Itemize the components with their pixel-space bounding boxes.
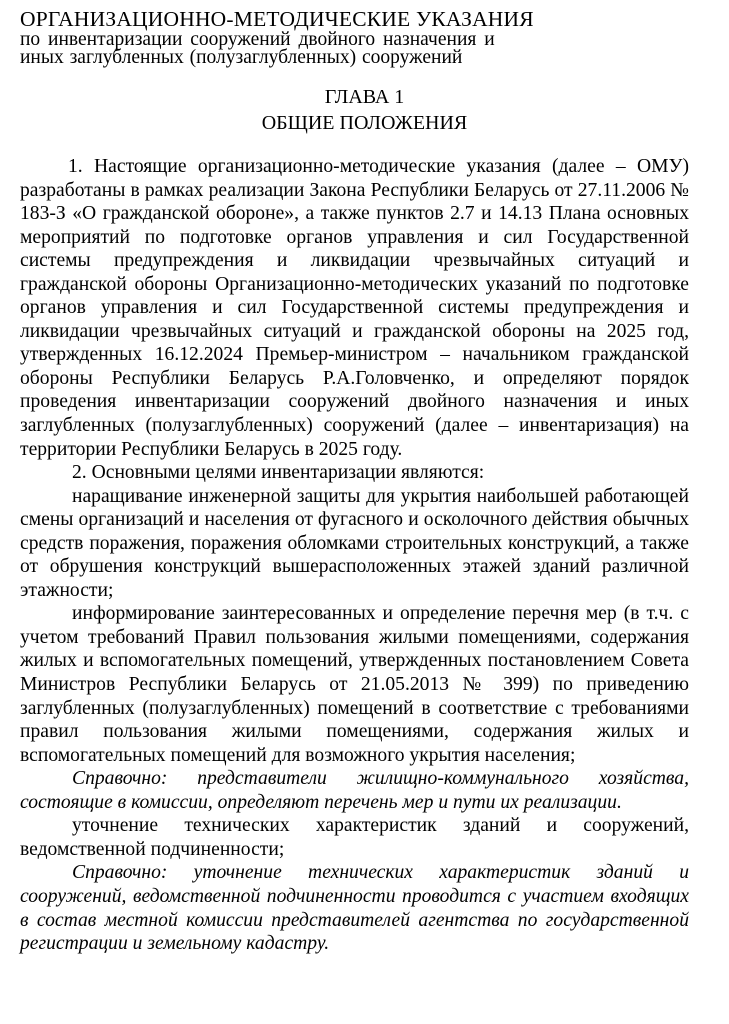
chapter-number: ГЛАВА 1: [324, 86, 405, 108]
document-title: ОРГАНИЗАЦИОННО-МЕТОДИЧЕСКИЕ УКАЗАНИЯ: [20, 7, 534, 31]
document-header: [20, 8, 710, 67]
reference-note-1: Справочно: представители жилищно-коммунального хозяйства, состоящие в комиссии, определяют перечень мер и пути их реализации.: [20, 768, 689, 813]
paragraph-goal-2: информирование заинтересованных и определение перечня мер (в т.ч. с учетом требований Правил пользования жилыми помещениями, содержания жилых и вспомогательных помещений, утвержденных постановлением Совета Министров Республики Беларусь от 21.05.2013 № 399) по приведению заглубленных (полузаглубленных) помещений в соответствие с требованиями правил пользования жилыми помещениями, содержания жилых и вспомогательных помещений для возможного укрытия населения;: [20, 603, 689, 766]
paragraph-1: 1. Настоящие организационно-методические указания (далее – ОМУ) разработаны в рамках реализации Закона Республики Беларусь от 27.11.2006 № 183-З «О гражданской обороне», а также пунктов 2.7 и 14.13 Плана основных мероприятий по подготовке органов управления и сил Государственной системы предупреждения и ликвидации чрезвычайных ситуаций и гражданской обороны Организационно-методических указаний по подготовке органов управления и сил Государственной системы предупреждения и ликвидации чрезвычайных ситуаций и гражданской обороны на 2025 год, утвержденных 16.12.2024 Премьер-министром – начальником гражданской обороны Республики Беларусь Р.А.Головченко, и определяют порядок проведения инвентаризации сооружений двойного назначения и иных заглубленных (полузаглубленных) сооружений (далее – инвентаризация) на территории Республики Беларусь в 2025 году.: [20, 156, 689, 460]
reference-note-2: Справочно: уточнение технических характеристик зданий и сооружений, ведомственной подчиненности проводится с участием входящих в состав местной комиссии представителей агентства по государственной регистрации и земельному кадастру.: [20, 862, 689, 955]
paragraph-2: 2. Основными целями инвентаризации являются:: [72, 462, 485, 484]
chapter-title: ОБЩИЕ ПОЛОЖЕНИЯ: [261, 112, 468, 134]
paragraph-goal-3: уточнение технических характеристик зданий и сооружений, ведомственной подчиненности;: [20, 815, 689, 860]
document-body: [20, 155, 689, 956]
document-subtitle-line-2: иных заглубленных (полузаглубленных) сооружений: [20, 47, 463, 68]
paragraph-goal-1: наращивание инженерной защиты для укрытия наибольшей работающей смены организаций и населения от фугасного и осколочного действия обычных средств поражения, поражения обломками строительных конструкций, а также от обрушения конструкций вышерасположенных этажей зданий различной этажности;: [20, 485, 689, 601]
document-subtitle-line-1: по инвентаризации сооружений двойного назначения и: [20, 29, 495, 50]
